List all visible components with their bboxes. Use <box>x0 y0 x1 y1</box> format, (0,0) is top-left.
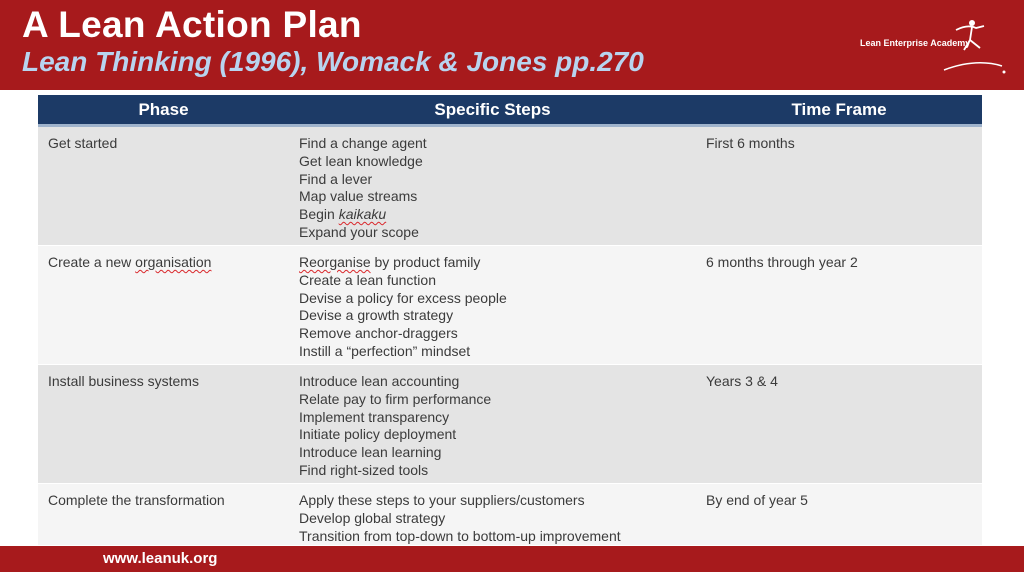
column-header-time-frame: Time Frame <box>696 95 982 126</box>
step-item: Apply these steps to your suppliers/customers <box>299 492 585 508</box>
action-plan-table <box>38 95 982 546</box>
steps-cell <box>289 365 696 484</box>
slide-subtitle: Lean Thinking (1996), Womack & Jones pp.270 <box>22 46 644 77</box>
step-item: Devise a growth strategy <box>299 307 454 324</box>
step-item: Find right-sized tools <box>299 461 429 478</box>
step-item: Find a change agent <box>299 135 427 151</box>
step-item: Introduce lean learning <box>299 444 442 461</box>
steps-cell <box>289 484 696 546</box>
step-item <box>299 254 686 272</box>
step-item: Remove anchor-draggers <box>299 325 458 342</box>
table-row <box>38 484 982 546</box>
table-row <box>38 365 982 484</box>
time-frame-cell: 6 months through year 2 <box>696 246 982 365</box>
step-item: Create a lean function <box>299 271 436 288</box>
steps-cell <box>289 126 696 246</box>
step-item: Map value streams <box>299 188 418 205</box>
phase-cell: Complete the transformation <box>38 484 289 546</box>
table-row <box>38 246 982 365</box>
footer-website-link[interactable]: www.leanuk.org <box>103 550 218 567</box>
brand-name: Lean Enterprise Academy <box>860 38 971 48</box>
column-header-phase: Phase <box>38 95 289 126</box>
column-header-steps: Specific Steps <box>289 95 696 126</box>
slide-footer <box>0 546 1024 572</box>
step-item: Initiate policy deployment <box>299 426 457 443</box>
time-frame-cell: First 6 months <box>696 126 982 246</box>
phase-cell <box>38 246 289 365</box>
table-row <box>38 126 982 246</box>
step-item: Introduce lean accounting <box>299 373 460 389</box>
slide-header <box>0 0 1024 90</box>
step-item: Implement transparency <box>299 408 450 425</box>
step-item: Relate pay to firm performance <box>299 390 492 407</box>
step-text: by product family <box>370 254 481 270</box>
step-item: Expand your scope <box>299 223 419 240</box>
step-item <box>299 206 686 224</box>
time-frame-cell: By end of year 5 <box>696 484 982 546</box>
step-item: Instill a “perfection” mindset <box>299 342 471 359</box>
phase-cell: Get started <box>38 126 289 246</box>
step-item: Devise a policy for excess people <box>299 289 507 306</box>
table-header-row <box>38 95 982 126</box>
step-text-flagged: Reorganise <box>299 254 371 270</box>
step-emphasis: kaikaku <box>338 206 387 223</box>
lean-enterprise-academy-logo-icon <box>930 14 1010 76</box>
phase-cell: Install business systems <box>38 365 289 484</box>
step-item: Develop global strategy <box>299 509 446 526</box>
time-frame-cell: Years 3 & 4 <box>696 365 982 484</box>
phase-text-flagged: organisation <box>135 254 212 270</box>
step-text: Begin <box>299 206 339 223</box>
step-item: Get lean knowledge <box>299 152 423 169</box>
step-item: Transition from top-down to bottom-up improvement <box>299 527 621 544</box>
slide-title: A Lean Action Plan <box>22 4 362 45</box>
step-item: Find a lever <box>299 170 373 187</box>
phase-text: Create a new <box>48 254 136 270</box>
steps-cell <box>289 246 696 365</box>
